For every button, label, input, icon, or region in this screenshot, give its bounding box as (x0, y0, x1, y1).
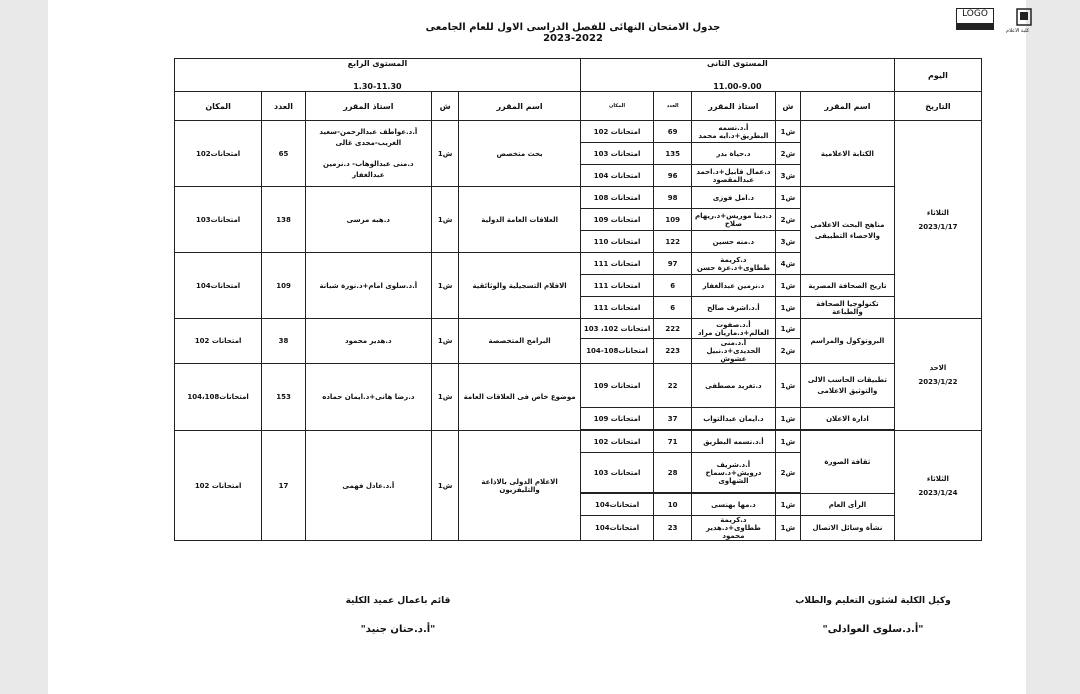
document-page (48, 0, 1030, 694)
level2-header: المستوى الثانى 11.00-9.00 (580, 59, 894, 92)
col-sh: ش (775, 92, 800, 121)
level4-header: المستوى الرابع 1.30-11.30 (175, 59, 581, 92)
table-row: الثلاثاء 2023/1/17 الكتابة الاعلامية ش1 أ.د.نسمه البطريق+د.ايه محمد 69 امتحانات 102 بحث متخصص ش1 أ.د.عواطف عبدالرحمن-سعيد الغريب-مجدى غالى د.منى عبدالوهاب- د.نرمين عبدالغفار 65 امتحانات102 (175, 121, 982, 143)
logos (906, 6, 1036, 34)
logo-caption: كلية الاعلام (1006, 28, 1030, 34)
table-row: تطبيقات الحاسب الالى والتوثيق الاعلامى ش1 د.تغريد مصطفى 22 امتحانات 109 موضوع خاص فى العلاقات العامة ش1 د.رضا هانى+د.ايمان حماده 153 امتحانات104،108 (175, 364, 982, 408)
table-row: تاريخ الصحافة المصرية ش1 د.نرمين عبدالغفار 6 امتحانات 111 (175, 275, 982, 297)
table-row: ش4 د.كريمة ططاوى+د.عزة حسن 97 امتحانات 111 الافلام التسجيلية والوثائقية ش1 أ.د.سلوى امام+د.نورة شبانة 109 امتحانات104 (175, 253, 982, 275)
table-row: ش2 أ.د.منى الحديدى+د.نبيل عشوش 223 امتحانات108-104 (175, 339, 982, 364)
faculty-logo: LOGO (956, 8, 994, 30)
table-row: الرأى العام ش1 د.مها بهنسى 10 امتحانات104 (175, 494, 982, 516)
col-place-l4: المكان (175, 92, 262, 121)
table-row: الثلاثاء 2023/1/24 ثقافة الصورة ش1 أ.د.نسمه البطريق 71 امتحانات 102 الاعلام الدولى بالاذاعة والتليفزيون ش1 أ.د.عادل فهمى 17 امتحانات 102 (175, 431, 982, 453)
day-cell: الاحد 2023/1/22 (894, 319, 981, 431)
table-row: ش3 د.عمال قابيل+د.احمد عبدالمقصود 96 امتحانات 104 (175, 165, 982, 187)
table-row: ش2 أ.د.شريف درويش+د.سماح الشهاوى 28 امتحانات 103 (175, 453, 982, 493)
day-cell: الثلاثاء 2023/1/17 (894, 121, 981, 319)
col-count-l4: العدد (262, 92, 306, 121)
footer-vice-dean: وكيل الكلية لشئون التعليم والطلاب "أ.د.سلوى العوادلى" (795, 596, 951, 635)
col-date: التاريخ (894, 92, 981, 121)
teacher-cell: أ.د.عواطف عبدالرحمن-سعيد الغريب-مجدى غالى د.منى عبدالوهاب- د.نرمين عبدالغفار (305, 121, 431, 187)
col-course: اسم المقرر (800, 92, 894, 121)
footer-dean: قائم باعمال عميد الكلية "أ.د.حنان جنيد" (345, 596, 451, 635)
table-row: ادارة الاعلان ش1 د.ايمان عبدالتواب 37 امتحانات 109 (175, 408, 982, 430)
course-cell: الكتابة الاعلامية (800, 121, 894, 187)
col-teacher: استاذ المقرر (692, 92, 776, 121)
col-teacher-l4: استاذ المقرر (305, 92, 431, 121)
table-row: ش3 د.منه حسين 122 امتحانات 110 (175, 231, 982, 253)
col-course-l4: اسم المقرر (459, 92, 580, 121)
table-row: ش2 د.حياة بدر 135 امتحانات 103 (175, 143, 982, 165)
col-day: اليوم (894, 59, 981, 92)
exam-schedule-table (174, 58, 982, 541)
table-row: مناهج البحث الاعلامى والاحصاء التطبيقى ش1 د.امل فوزى 98 امتحانات 108 العلاقات العامة الدولية ش1 د.هبه مرسى 138 امتحانات103 (175, 187, 982, 209)
university-logo-icon (1016, 8, 1032, 26)
table-row: الاحد 2023/1/22 البروتوكول والمراسم ش1 أ.د.صفوت العالم+د.ماريان مراد 222 امتحانات 102، 103 البرامج المتخصصة ش1 د.هدير محمود 38 امتحانات 102 (175, 319, 982, 339)
table-row: ش2 د.دينا موريس+د.ريهام صلاح 109 امتحانات 109 (175, 209, 982, 231)
col-count: العدد (654, 92, 692, 121)
table-row: تكنولوجيا الصحافة والطباعة ش1 أ.د.اشرف صالح 6 امتحانات 111 (175, 297, 982, 319)
col-place: المكان (580, 92, 653, 121)
table-row: نشأة وسائل الاتصال ش1 د.كريمة ططاوى+د.هدير محمود 23 امتحانات104 (175, 516, 982, 541)
page-title: جدول الامتحان النهائى للفصل الدراسى الاول للعام الجامعى 2022-2023 (425, 22, 721, 44)
col-sh-l4: ش (431, 92, 459, 121)
day-cell: الثلاثاء 2023/1/24 (894, 431, 981, 541)
